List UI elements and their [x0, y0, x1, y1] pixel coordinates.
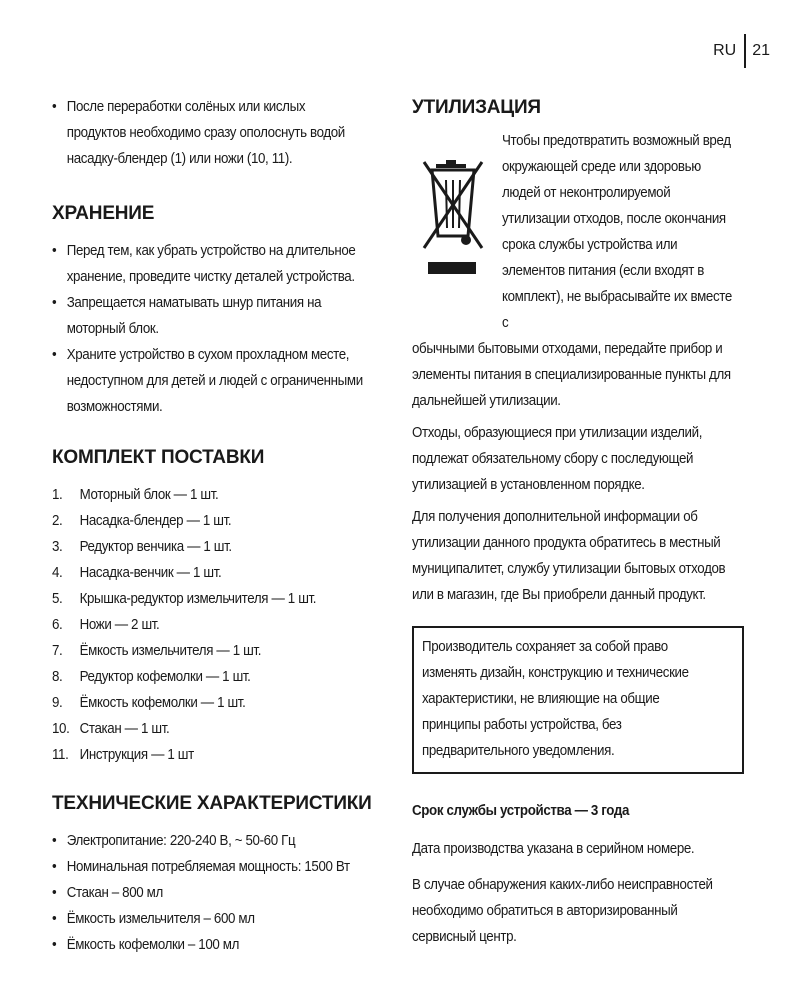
page-header	[713, 34, 770, 68]
disposal-paragraph-3: Для получения дополнительной информации об утилизации данного продукта обратитесь в местный муниципалитет, службу утилизации бытовых отходов или в магазин, где Вы приобрели данный продукт.	[412, 509, 726, 603]
storage-heading: ХРАНЕНИЕ	[52, 203, 155, 224]
specs-section	[52, 828, 365, 958]
list-item: 9. Ёмкость кофемолки — 1 шт.	[52, 695, 246, 711]
page-number: 21	[752, 42, 770, 59]
fault-service-note: В случае обнаружения каких-либо неисправностей необходимо обратиться в авторизированный сервисный центр.	[412, 877, 713, 945]
bullet-item: • Стакан – 800 мл	[52, 880, 365, 906]
disposal-intro	[412, 122, 762, 336]
kit-list	[52, 482, 365, 768]
specs-heading: ТЕХНИЧЕСКИЕ ХАРАКТЕРИСТИКИ	[52, 793, 372, 814]
list-item: 2. Насадка-блендер — 1 шт.	[52, 513, 232, 529]
storage-section	[52, 238, 365, 420]
list-item: 4. Насадка-венчик — 1 шт.	[52, 565, 222, 581]
disposal-text-continued: обычными бытовыми отходами, передайте прибор и элементы питания в специализированные пункты для дальнейшей утилизации.	[412, 341, 731, 409]
intro-section	[52, 94, 365, 172]
bullet-item: • Перед тем, как убрать устройство на длительное хранение, проведите чистку деталей устройства.	[52, 238, 365, 290]
bullet-item: • После переработки солёных или кислых продуктов необходимо сразу ополоснуть водой насадку-блендер (1) или ножи (10, 11).	[52, 94, 365, 172]
specs-bullet-list	[52, 828, 365, 958]
list-item: 8. Редуктор кофемолки — 1 шт.	[52, 669, 251, 685]
bullet-item: • Запрещается наматывать шнур питания на моторный блок.	[52, 290, 365, 342]
disposal-heading: УТИЛИЗАЦИЯ	[412, 97, 541, 118]
list-item: 11. Инструкция — 1 шт	[52, 747, 194, 763]
production-date-note: Дата производства указана в серийном номере.	[412, 841, 695, 857]
disposal-text-beside-icon: Чтобы предотвратить возможный вред окружающей среде или здоровью людей от неконтролируемой утилизации отходов, после окончания срока службы устройства или элементов питания (если входят в комплект), не выбрасывайте их вместе с	[502, 133, 732, 331]
bullet-item: • Электропитание: 220-240 В, ~ 50-60 Гц	[52, 828, 365, 854]
service-life: Срок службы устройства — 3 года	[412, 803, 630, 819]
list-item: 10. Стакан — 1 шт.	[52, 721, 170, 737]
storage-bullet-list	[52, 238, 365, 420]
bullet-item: • Ёмкость измельчителя – 600 мл	[52, 906, 365, 932]
bullet-item: • Ёмкость кофемолки – 100 мл	[52, 932, 365, 958]
language-code: RU	[713, 42, 737, 59]
bullet-item: • Номинальная потребляемая мощность: 1500 Вт	[52, 854, 365, 880]
wheelie-bin-graphic	[422, 158, 484, 288]
list-item: 1. Моторный блок — 1 шт.	[52, 487, 219, 503]
disposal-paragraph-2: Отходы, образующиеся при утилизации изделий, подлежат обязательному сбору с последующей утилизацией в установленном порядке.	[412, 425, 703, 493]
kit-section	[52, 482, 365, 768]
right-column	[412, 94, 762, 950]
manufacturer-notice-box	[412, 626, 744, 774]
manufacturer-notice-text: Производитель сохраняет за собой право изменять дизайн, конструкцию и технические характеристики, не влияющие на общие принципы работы устройства, без предварительного уведомления.	[422, 639, 689, 759]
kit-heading: КОМПЛЕКТ ПОСТАВКИ	[52, 447, 265, 468]
list-item: 7. Ёмкость измельчителя — 1 шт.	[52, 643, 262, 659]
list-item: 5. Крышка-редуктор измельчителя — 1 шт.	[52, 591, 317, 607]
intro-bullet-list	[52, 94, 365, 172]
list-item: 6. Ножи — 2 шт.	[52, 617, 160, 633]
bullet-item: • Храните устройство в сухом прохладном месте, недоступном для детей и людей с ограниченными возможностями.	[52, 342, 365, 420]
list-item: 3. Редуктор венчика — 1 шт.	[52, 539, 232, 555]
left-column	[52, 94, 392, 958]
crossed-out-wheelie-bin-icon	[422, 158, 484, 336]
